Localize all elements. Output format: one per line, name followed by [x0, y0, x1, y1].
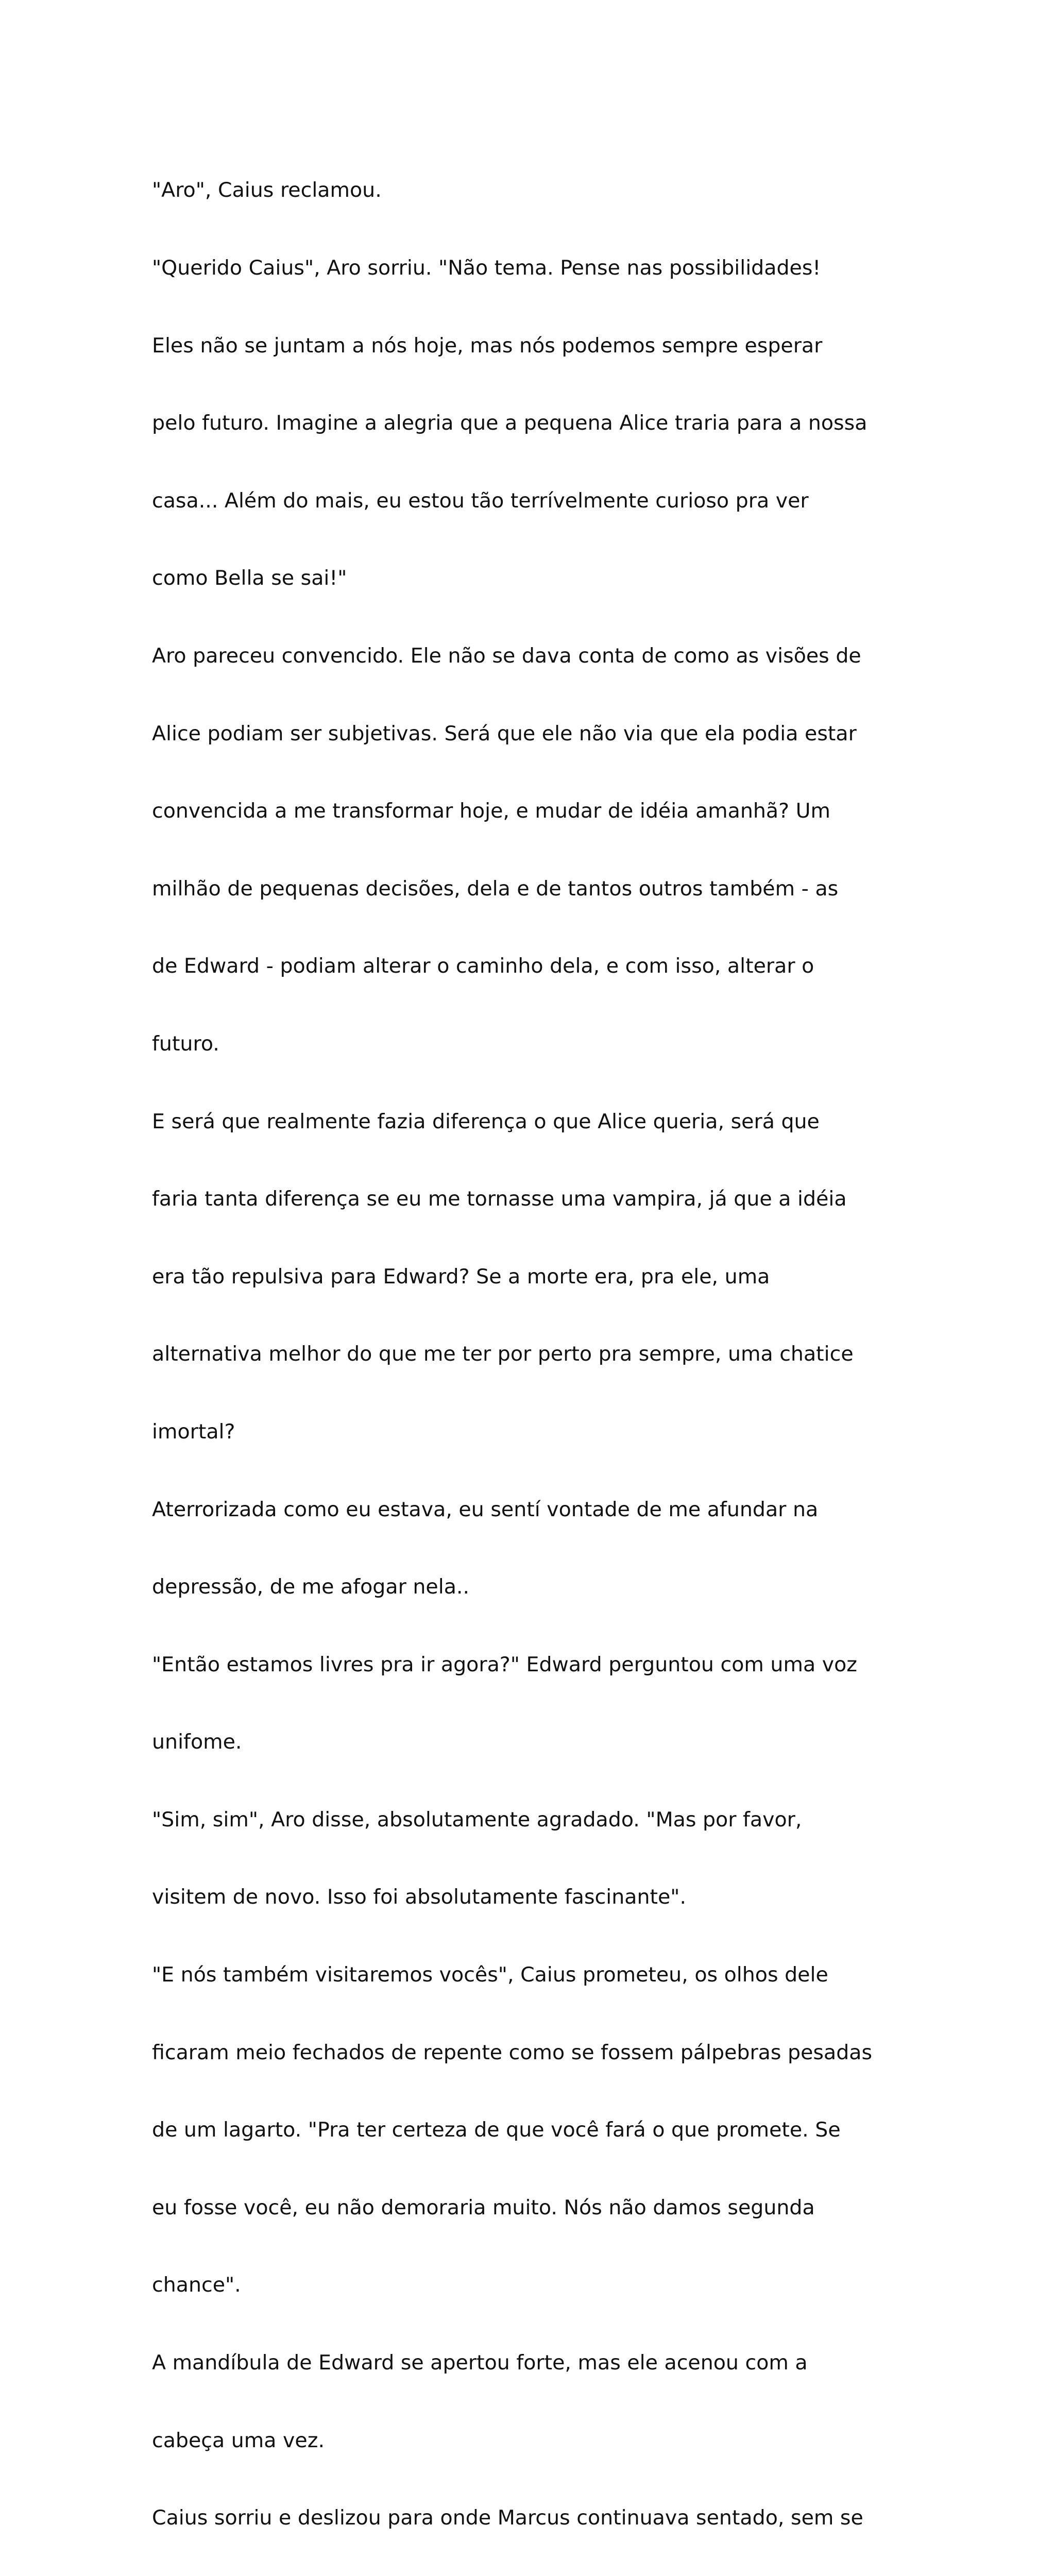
text-line: eu fosse você, eu não demoraria muito. Nós não damos segunda [152, 2195, 815, 2219]
text-line: "Então estamos livres pra ir agora?" Edward perguntou com uma voz [152, 1652, 857, 1676]
text-line: Caius sorriu e deslizou para onde Marcus continuava sentado, sem se [152, 2506, 863, 2530]
text-line: "E nós também visitaremos vocês", Caius prometeu, os olhos dele [152, 1963, 828, 1987]
text-line: imortal? [152, 1419, 235, 1444]
text-line: de Edward - podiam alterar o caminho dela, e com isso, alterar o [152, 954, 814, 978]
text-line: cabeça uma vez. [152, 2428, 325, 2452]
text-line: "Sim, sim", Aro disse, absolutamente agradado. "Mas por favor, [152, 1807, 802, 1832]
text-line: "Querido Caius", Aro sorriu. "Não tema. Pense nas possibilidades! [152, 256, 821, 280]
text-line: Alice podiam ser subjetivas. Será que ele não via que ela podia estar [152, 721, 857, 745]
text-line: casa... Além do mais, eu estou tão terrívelmente curioso pra ver [152, 488, 809, 513]
text-line: Aro pareceu convencido. Ele não se dava conta de como as visões de [152, 643, 861, 668]
body-text [152, 126, 935, 2576]
text-line: depressão, de me afogar nela.. [152, 1575, 470, 1599]
text-line: como Bella se sai!" [152, 566, 347, 590]
text-line: Eles não se juntam a nós hoje, mas nós podemos sempre esperar [152, 333, 823, 358]
text-line: alternativa melhor do que me ter por perto pra sempre, uma chatice [152, 1342, 854, 1366]
text-line: de um lagarto. "Pra ter certeza de que você fará o que promete. Se [152, 2118, 841, 2142]
text-line: milhão de pequenas decisões, dela e de tantos outros também - as [152, 876, 839, 901]
text-line: era tão repulsiva para Edward? Se a morte era, pra ele, uma [152, 1264, 770, 1289]
text-line: A mandíbula de Edward se apertou forte, mas ele acenou com a [152, 2351, 808, 2375]
text-line: "Aro", Caius reclamou. [152, 178, 382, 202]
text-line: futuro. [152, 1031, 219, 1056]
text-line: visitem de novo. Isso foi absolutamente fascinante". [152, 1885, 687, 1909]
text-line: ficaram meio fechados de repente como se fossem pálpebras pesadas [152, 2040, 873, 2064]
text-line: Aterrorizada como eu estava, eu sentí vontade de me afundar na [152, 1497, 819, 1521]
text-line: E será que realmente fazia diferença o que Alice queria, será que [152, 1109, 820, 1133]
text-line: convencida a me transformar hoje, e mudar de idéia amanhã? Um [152, 799, 831, 823]
text-line: pelo futuro. Imagine a alegria que a pequena Alice traria para a nossa [152, 411, 867, 435]
text-line: chance". [152, 2273, 241, 2297]
text-line: unifome. [152, 1730, 242, 1754]
text-line: faria tanta diferença se eu me tornasse uma vampira, já que a idéia [152, 1187, 847, 1211]
